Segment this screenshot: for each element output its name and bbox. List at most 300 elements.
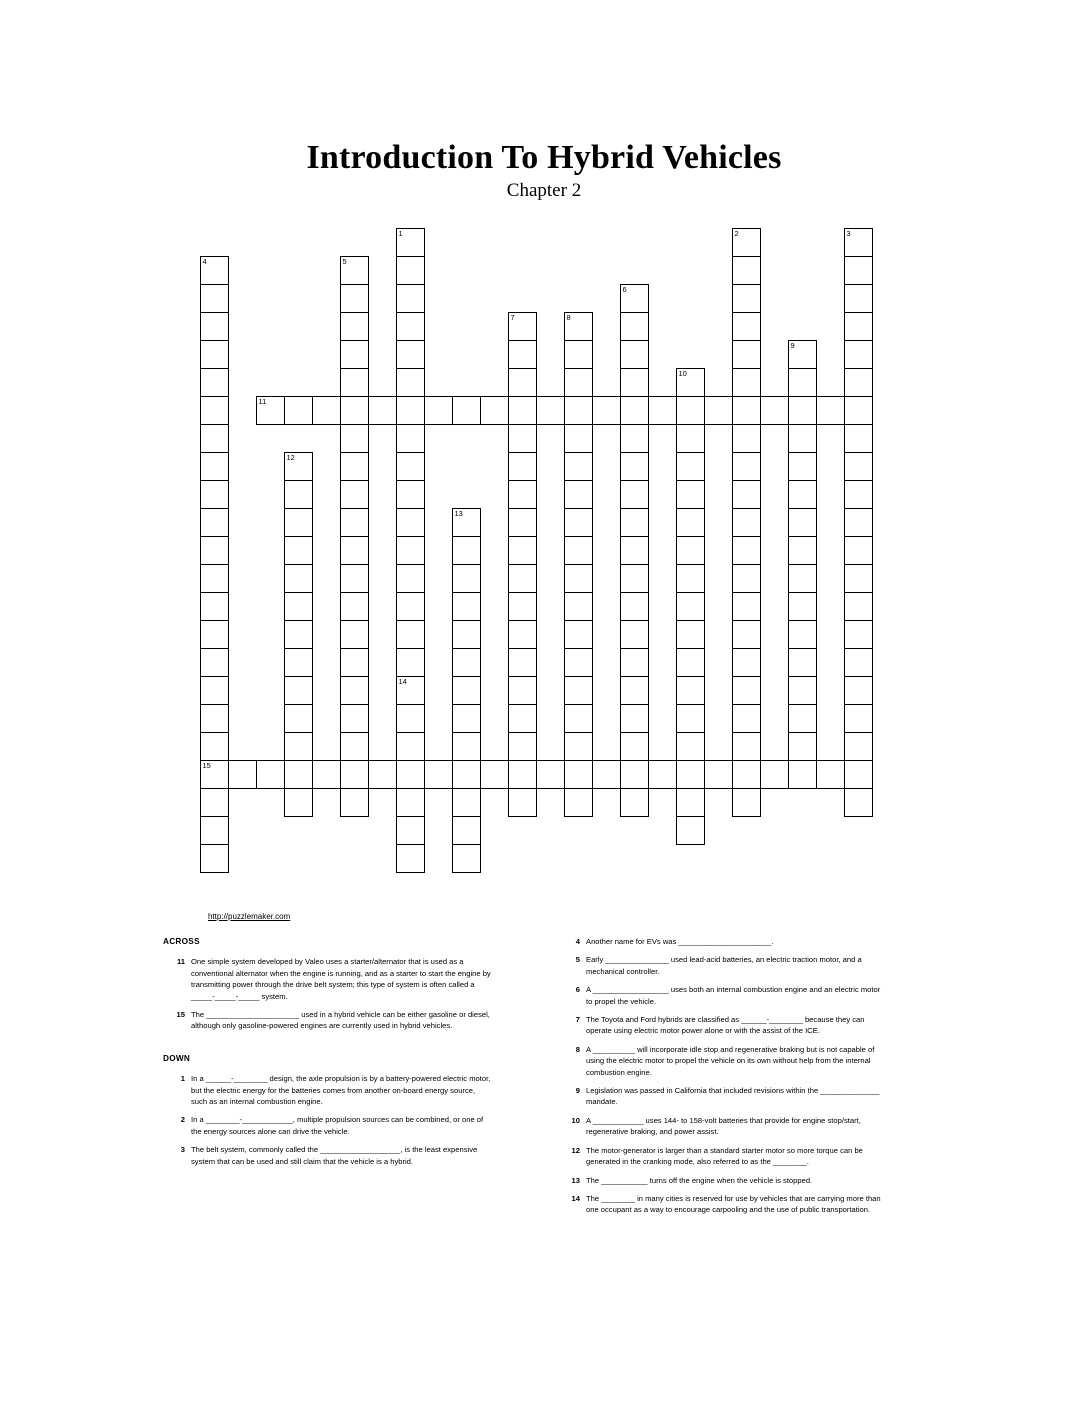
crossword-cell[interactable] (396, 340, 425, 369)
crossword-cell[interactable] (200, 788, 229, 817)
crossword-cell[interactable] (620, 676, 649, 705)
crossword-cell[interactable] (200, 508, 229, 537)
crossword-cell[interactable] (200, 340, 229, 369)
crossword-cell[interactable] (284, 396, 313, 425)
crossword-cell[interactable] (452, 592, 481, 621)
across-heading: ACROSS (163, 937, 200, 946)
crossword-cell[interactable] (732, 704, 761, 733)
crossword-cell[interactable] (424, 760, 453, 789)
crossword-cell[interactable] (340, 340, 369, 369)
crossword-cell[interactable] (200, 396, 229, 425)
crossword-cell[interactable] (844, 592, 873, 621)
crossword-cell[interactable] (564, 732, 593, 761)
crossword-cell[interactable] (396, 508, 425, 537)
crossword-cell[interactable] (620, 480, 649, 509)
crossword-cell[interactable] (788, 536, 817, 565)
crossword-cell[interactable] (284, 676, 313, 705)
crossword-cell[interactable] (620, 340, 649, 369)
crossword-cell[interactable] (676, 592, 705, 621)
crossword-cell[interactable] (760, 396, 789, 425)
crossword-cell[interactable] (396, 368, 425, 397)
cell-number: 9 (790, 341, 795, 350)
down-clue (558, 1115, 888, 1138)
crossword-cell[interactable] (340, 620, 369, 649)
crossword-cell[interactable] (396, 256, 425, 285)
crossword-cell[interactable] (508, 648, 537, 677)
crossword-cell[interactable] (396, 676, 425, 705)
crossword-cell[interactable] (340, 732, 369, 761)
crossword-cell[interactable] (620, 788, 649, 817)
crossword-cell[interactable] (788, 760, 817, 789)
crossword-cell[interactable] (340, 396, 369, 425)
down-clue (558, 984, 888, 1007)
crossword-cell[interactable] (620, 592, 649, 621)
crossword-cell[interactable] (508, 396, 537, 425)
cell-number: 6 (622, 285, 627, 294)
crossword-cell[interactable] (396, 844, 425, 873)
crossword-cell[interactable] (200, 536, 229, 565)
crossword-cell[interactable] (508, 424, 537, 453)
crossword-cell[interactable] (452, 704, 481, 733)
crossword-cell[interactable] (564, 340, 593, 369)
crossword-cell[interactable] (564, 648, 593, 677)
crossword-cell[interactable] (480, 396, 509, 425)
crossword-cell[interactable] (452, 816, 481, 845)
crossword-cell[interactable] (732, 592, 761, 621)
cell-number: 14 (398, 677, 407, 686)
crossword-cell[interactable] (788, 368, 817, 397)
crossword-cell[interactable] (844, 256, 873, 285)
crossword-cell[interactable] (564, 452, 593, 481)
crossword-cell[interactable] (844, 312, 873, 341)
crossword-cell[interactable] (676, 676, 705, 705)
clue-text: The ________ in many cities is reserved for use by vehicles that are carrying more than one occupant as a way to encourage carpooling and the use of public transportation. (586, 1193, 881, 1215)
crossword-cell[interactable] (844, 340, 873, 369)
clue-text: A ____________ uses 144- to 158-volt batteries that provide for engine stop/start, regenerative braking, and power assist. (586, 1115, 861, 1137)
crossword-cell[interactable] (396, 648, 425, 677)
clue-number: 15 (176, 1010, 185, 1020)
crossword-cell[interactable] (284, 480, 313, 509)
cell-number: 4 (202, 257, 207, 266)
crossword-cell[interactable] (844, 480, 873, 509)
clue-number: 6 (575, 985, 580, 995)
crossword-cell[interactable] (788, 592, 817, 621)
crossword-cell[interactable] (200, 620, 229, 649)
clue-number: 2 (180, 1115, 185, 1125)
crossword-cell[interactable] (676, 704, 705, 733)
crossword-cell[interactable] (732, 424, 761, 453)
crossword-cell[interactable] (200, 844, 229, 873)
crossword-cell[interactable] (844, 760, 873, 789)
crossword-cell[interactable] (676, 396, 705, 425)
crossword-cell[interactable] (564, 536, 593, 565)
crossword-cell[interactable] (200, 452, 229, 481)
crossword-cell[interactable] (564, 592, 593, 621)
crossword-cell[interactable] (620, 452, 649, 481)
crossword-cell[interactable] (564, 760, 593, 789)
crossword-cell[interactable] (844, 424, 873, 453)
crossword-cell[interactable] (844, 648, 873, 677)
crossword-cell[interactable] (200, 816, 229, 845)
crossword-cell[interactable] (732, 536, 761, 565)
crossword-cell[interactable] (564, 620, 593, 649)
clue-number: 9 (575, 1086, 580, 1096)
crossword-cell[interactable] (732, 508, 761, 537)
crossword-cell[interactable] (200, 704, 229, 733)
crossword-cell[interactable] (340, 676, 369, 705)
crossword-cell[interactable] (340, 788, 369, 817)
down-clue-list-left (163, 1073, 493, 1167)
cell-number: 7 (510, 313, 515, 322)
crossword-cell[interactable] (452, 648, 481, 677)
crossword-cell[interactable] (340, 592, 369, 621)
puzzle-source-link[interactable]: http://puzzlemaker.com (208, 912, 291, 921)
crossword-cell[interactable] (508, 452, 537, 481)
crossword-cell[interactable] (200, 676, 229, 705)
crossword-cell[interactable] (732, 396, 761, 425)
crossword-cell[interactable] (284, 788, 313, 817)
crossword-cell[interactable] (732, 732, 761, 761)
crossword-cell[interactable] (620, 732, 649, 761)
crossword-cell[interactable] (340, 536, 369, 565)
crossword-cell[interactable] (452, 536, 481, 565)
crossword-cell[interactable] (340, 312, 369, 341)
crossword-cell[interactable] (844, 732, 873, 761)
crossword-cell[interactable] (564, 312, 593, 341)
crossword-cell[interactable] (844, 396, 873, 425)
crossword-cell[interactable] (396, 284, 425, 313)
crossword-cell[interactable] (788, 732, 817, 761)
crossword-cell[interactable] (340, 648, 369, 677)
crossword-cell[interactable] (732, 368, 761, 397)
crossword-cell[interactable] (648, 760, 677, 789)
crossword-cell[interactable] (396, 788, 425, 817)
crossword-cell[interactable] (676, 648, 705, 677)
clue-number: 3 (180, 1145, 185, 1155)
clues-column-left (163, 936, 493, 1174)
clue-number: 10 (571, 1115, 580, 1125)
crossword-cell[interactable] (312, 760, 341, 789)
clue-text: The ______________________ used in a hybrid vehicle can be either gasoline or diesel, although only gasoline-powered engines are currently used in hybrid vehicles. (191, 1010, 490, 1031)
clue-number: 5 (575, 955, 580, 965)
crossword-cell[interactable] (340, 452, 369, 481)
crossword-cell[interactable] (732, 760, 761, 789)
crossword-cell[interactable] (256, 760, 285, 789)
crossword-cell[interactable] (564, 508, 593, 537)
crossword-cell[interactable] (396, 620, 425, 649)
crossword-cell[interactable] (844, 508, 873, 537)
clue-text: Legislation was passed in California that included revisions within the ______________ mandate. (586, 1086, 880, 1107)
crossword-cell[interactable] (200, 312, 229, 341)
crossword-cell[interactable] (508, 788, 537, 817)
crossword-cell[interactable] (620, 396, 649, 425)
crossword-cell[interactable] (788, 648, 817, 677)
crossword-cell[interactable] (676, 536, 705, 565)
crossword-cell[interactable] (508, 312, 537, 341)
crossword-cell[interactable] (788, 480, 817, 509)
crossword-cell[interactable] (536, 396, 565, 425)
crossword-cell[interactable] (284, 592, 313, 621)
crossword-cell[interactable] (732, 340, 761, 369)
crossword-cell[interactable] (788, 452, 817, 481)
crossword-cell[interactable] (340, 564, 369, 593)
clue-text: The ___________ turns off the engine when the vehicle is stopped. (586, 1175, 813, 1185)
down-clue (163, 1144, 493, 1167)
clues-area (0, 936, 1088, 1266)
crossword-cell[interactable] (620, 284, 649, 313)
crossword-cell[interactable] (676, 424, 705, 453)
crossword-cell[interactable] (396, 452, 425, 481)
crossword-cell[interactable] (676, 760, 705, 789)
crossword-cell[interactable] (284, 620, 313, 649)
down-clue (558, 1044, 888, 1078)
crossword-cell[interactable] (396, 396, 425, 425)
crossword-cell[interactable] (396, 704, 425, 733)
crossword-cell[interactable] (564, 368, 593, 397)
crossword-cell[interactable] (676, 732, 705, 761)
crossword-cell[interactable] (732, 228, 761, 257)
crossword-cell[interactable] (620, 620, 649, 649)
crossword-cell[interactable] (676, 508, 705, 537)
cell-number: 10 (678, 369, 687, 378)
cell-number: 12 (286, 453, 295, 462)
crossword-cell[interactable] (844, 284, 873, 313)
crossword-cell[interactable] (788, 620, 817, 649)
down-clue (558, 1175, 888, 1186)
crossword-cell[interactable] (228, 760, 257, 789)
crossword-cell[interactable] (396, 732, 425, 761)
crossword-cell[interactable] (788, 508, 817, 537)
crossword-cell[interactable] (844, 452, 873, 481)
crossword-cell[interactable] (396, 536, 425, 565)
crossword-cell[interactable] (508, 368, 537, 397)
clue-text: A __________ will incorporate idle stop and regenerative braking but is not capable of using the electric motor to propel the vehicle on its own without help from the internal combustion engine. (586, 1044, 875, 1077)
crossword-cell[interactable] (508, 592, 537, 621)
clue-number: 14 (571, 1193, 580, 1203)
crossword-cell[interactable] (788, 396, 817, 425)
crossword-cell[interactable] (284, 760, 313, 789)
crossword-cell[interactable] (620, 368, 649, 397)
crossword-cell[interactable] (396, 424, 425, 453)
crossword-cell[interactable] (396, 564, 425, 593)
crossword-cell[interactable] (732, 620, 761, 649)
crossword-cell[interactable] (732, 284, 761, 313)
down-clue (163, 1073, 493, 1107)
crossword-cell[interactable] (620, 760, 649, 789)
crossword-cell[interactable] (396, 480, 425, 509)
crossword-cell[interactable] (508, 480, 537, 509)
down-heading: DOWN (163, 1053, 191, 1063)
crossword-cell[interactable] (200, 480, 229, 509)
crossword-cell[interactable] (508, 508, 537, 537)
crossword-cell[interactable] (564, 480, 593, 509)
crossword-cell[interactable] (564, 396, 593, 425)
crossword-cell[interactable] (284, 704, 313, 733)
crossword-grid[interactable] (200, 228, 900, 908)
crossword-cell[interactable] (620, 648, 649, 677)
crossword-cell[interactable] (788, 340, 817, 369)
crossword-cell[interactable] (844, 676, 873, 705)
crossword-cell[interactable] (732, 676, 761, 705)
crossword-cell[interactable] (200, 284, 229, 313)
crossword-cell[interactable] (676, 620, 705, 649)
crossword-cell[interactable] (704, 396, 733, 425)
cell-number: 15 (202, 761, 211, 770)
crossword-cell[interactable] (788, 676, 817, 705)
crossword-cell[interactable] (508, 564, 537, 593)
crossword-cell[interactable] (396, 816, 425, 845)
crossword-cell[interactable] (676, 480, 705, 509)
crossword-cell[interactable] (508, 760, 537, 789)
crossword-cell[interactable] (620, 508, 649, 537)
cell-number: 5 (342, 257, 347, 266)
crossword-cell[interactable] (844, 228, 873, 257)
crossword-cell[interactable] (200, 648, 229, 677)
across-clue-list (163, 956, 493, 1031)
crossword-cell[interactable] (844, 620, 873, 649)
crossword-cell[interactable] (788, 424, 817, 453)
crossword-cell[interactable] (788, 704, 817, 733)
down-clue (163, 1114, 493, 1137)
crossword-cell[interactable] (284, 564, 313, 593)
crossword-cell[interactable] (508, 620, 537, 649)
crossword-cell[interactable] (200, 760, 229, 789)
crossword-cell[interactable] (844, 536, 873, 565)
crossword-cell[interactable] (676, 452, 705, 481)
crossword-cell[interactable] (592, 396, 621, 425)
crossword-cell[interactable] (508, 536, 537, 565)
crossword-cell[interactable] (200, 592, 229, 621)
crossword-cell[interactable] (200, 564, 229, 593)
crossword-cell[interactable] (816, 396, 845, 425)
crossword-cell[interactable] (844, 564, 873, 593)
crossword-cell[interactable] (200, 732, 229, 761)
crossword-cell[interactable] (340, 256, 369, 285)
clue-text: Early _______________ used lead-acid batteries, an electric traction motor, and a mechanical controller. (586, 955, 862, 976)
crossword-cell[interactable] (564, 788, 593, 817)
crossword-cell[interactable] (844, 704, 873, 733)
crossword-cell[interactable] (452, 508, 481, 537)
crossword-cell[interactable] (676, 816, 705, 845)
crossword-cell[interactable] (452, 788, 481, 817)
crossword-cell[interactable] (620, 536, 649, 565)
crossword-cell[interactable] (508, 676, 537, 705)
crossword-cell[interactable] (788, 564, 817, 593)
crossword-cell[interactable] (676, 368, 705, 397)
across-clue (163, 1009, 493, 1032)
crossword-cell[interactable] (508, 704, 537, 733)
crossword-cell[interactable] (424, 396, 453, 425)
clue-number: 8 (575, 1044, 580, 1054)
crossword-cell[interactable] (732, 480, 761, 509)
crossword-cell[interactable] (564, 704, 593, 733)
crossword-cell[interactable] (620, 312, 649, 341)
page-title: Introduction To Hybrid Vehicles (306, 139, 782, 176)
crossword-cell[interactable] (368, 396, 397, 425)
crossword-cell[interactable] (396, 312, 425, 341)
crossword-cell[interactable] (508, 340, 537, 369)
crossword-cell[interactable] (340, 704, 369, 733)
crossword-cell[interactable] (200, 424, 229, 453)
cell-number: 3 (846, 229, 851, 238)
page-subtitle: Chapter 2 (506, 179, 582, 201)
crossword-cell[interactable] (480, 760, 509, 789)
crossword-cell[interactable] (620, 704, 649, 733)
crossword-cell[interactable] (648, 396, 677, 425)
crossword-cell[interactable] (284, 648, 313, 677)
down-clue-list-right (558, 936, 888, 1216)
crossword-cell[interactable] (452, 564, 481, 593)
crossword-cell[interactable] (284, 536, 313, 565)
crossword-cell[interactable] (676, 564, 705, 593)
clue-number: 12 (571, 1145, 580, 1155)
crossword-cell[interactable] (340, 760, 369, 789)
crossword-cell[interactable] (844, 788, 873, 817)
crossword-cell[interactable] (564, 424, 593, 453)
crossword-cell[interactable] (564, 676, 593, 705)
crossword-cell[interactable] (200, 368, 229, 397)
crossword-cell[interactable] (396, 228, 425, 257)
crossword-cell[interactable] (536, 760, 565, 789)
crossword-cell[interactable] (732, 312, 761, 341)
crossword-cell[interactable] (452, 396, 481, 425)
crossword-cell[interactable] (312, 396, 341, 425)
crossword-cell[interactable] (284, 508, 313, 537)
crossword-cell[interactable] (200, 256, 229, 285)
crossword-cell[interactable] (732, 452, 761, 481)
crossword-cell[interactable] (396, 760, 425, 789)
clue-number: 11 (176, 957, 185, 967)
crossword-cell[interactable] (816, 760, 845, 789)
crossword-cell[interactable] (620, 564, 649, 593)
crossword-cell[interactable] (340, 508, 369, 537)
crossword-cell[interactable] (340, 424, 369, 453)
clue-text: In a ________-____________, multiple propulsion sources can be combined, or one of the energy sources alone can drive the vehicle. (191, 1115, 484, 1136)
crossword-cell[interactable] (732, 788, 761, 817)
crossword-cell[interactable] (284, 452, 313, 481)
crossword-cell[interactable] (452, 732, 481, 761)
crossword-cell[interactable] (676, 788, 705, 817)
crossword-cell[interactable] (732, 564, 761, 593)
crossword-cell[interactable] (760, 760, 789, 789)
down-clue (558, 1014, 888, 1037)
crossword-cell[interactable] (340, 480, 369, 509)
crossword-cell[interactable] (340, 284, 369, 313)
clue-number: 1 (180, 1074, 185, 1084)
crossword-cell[interactable] (508, 732, 537, 761)
cell-number: 11 (258, 397, 267, 406)
crossword-cell[interactable] (732, 648, 761, 677)
crossword-cell[interactable] (620, 424, 649, 453)
crossword-cell[interactable] (564, 564, 593, 593)
clue-text: Another name for EVs was ______________________. (586, 937, 774, 946)
crossword-cell[interactable] (368, 760, 397, 789)
crossword-cell[interactable] (592, 760, 621, 789)
clue-text: The belt system, commonly called the ___________________, is the least expensive system that can be used and still claim that the vehicle is a hybrid. (191, 1145, 478, 1166)
crossword-cell[interactable] (452, 676, 481, 705)
crossword-cell[interactable] (340, 368, 369, 397)
crossword-cell[interactable] (732, 256, 761, 285)
crossword-cell[interactable] (844, 368, 873, 397)
crossword-cell[interactable] (704, 760, 733, 789)
crossword-cell[interactable] (284, 732, 313, 761)
crossword-cell[interactable] (452, 620, 481, 649)
crossword-cell[interactable] (452, 844, 481, 873)
crossword-cell[interactable] (396, 592, 425, 621)
down-clue (558, 954, 888, 977)
crossword-cell[interactable] (452, 760, 481, 789)
crossword-cell[interactable] (256, 396, 285, 425)
